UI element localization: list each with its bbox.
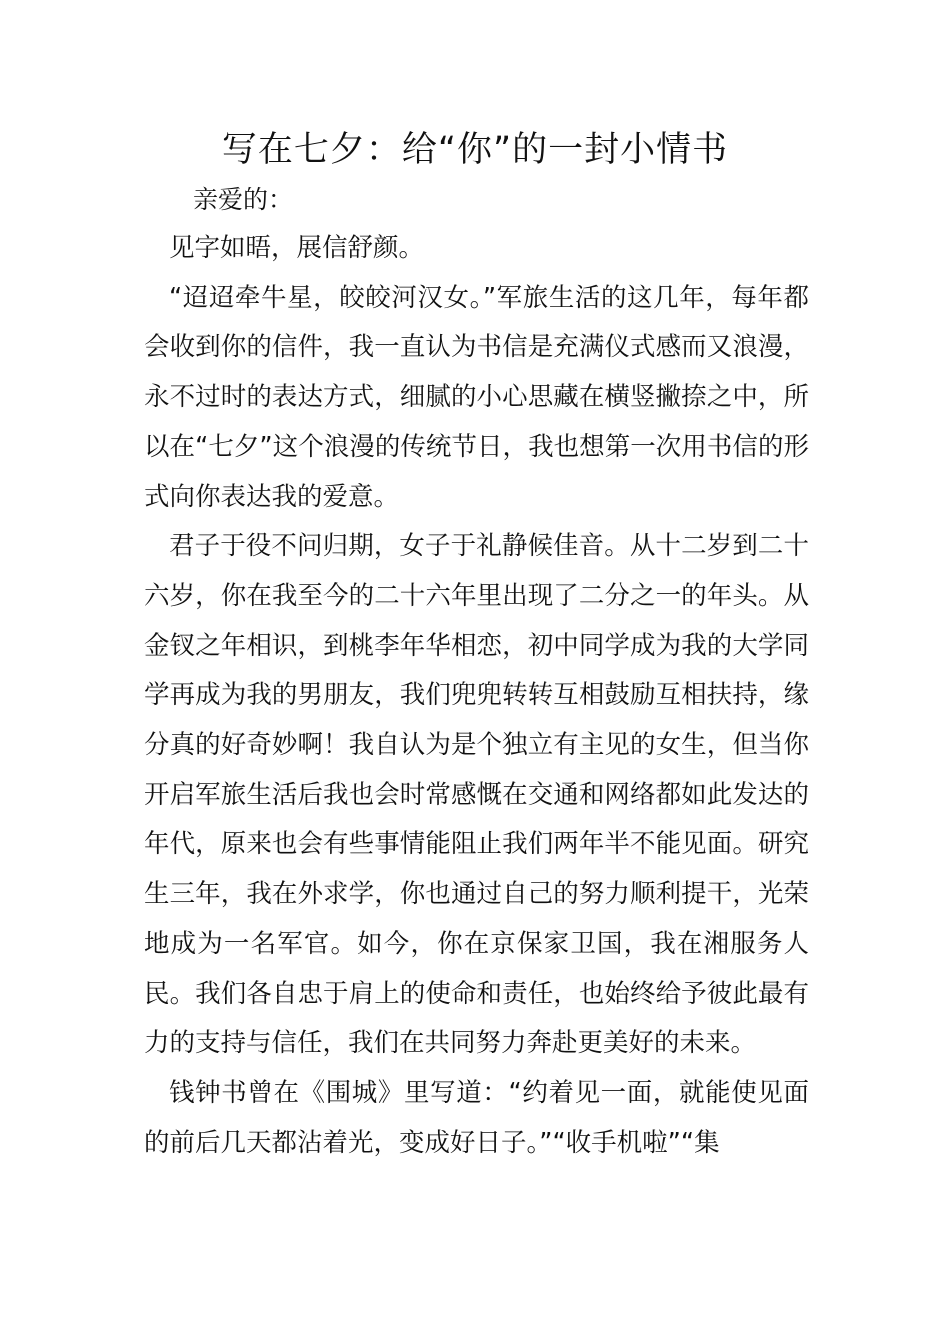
paragraph-4: 钱钟书曾在《围城》里写道：“约着见一面，就能使见面的前后几天都沾着光，变成好日子。”“收手机啦”“集 (144, 1077, 809, 1158)
document-title: 写在七夕：给“你”的一封小情书 (221, 130, 729, 170)
salutation: 亲爱的： (193, 185, 294, 214)
paragraph-1: 见字如晤，展信舒颜。 (169, 233, 425, 263)
paragraph-3: 君子于役不问归期，女子于礼静候佳音。从十二岁到二十六岁，你在我至今的二十六年里出现了二分之一的年头。从金钗之年相识，到桃李年华相恋，初中同学成为我的大学同学再成为我的男朋友，我们兜兜转转互相鼓励互相扶持，缘分真的好奇妙啊！我自认为是个独立有主见的女生，但当你开启军旅生活后我也会时常感慨在交通和网络都如此发达的年代，原来也会有些事情能阻止我们两年半不能见面。研究生三年，我在外求学，你也通过自己的努力顺利提干，光荣地成为一名军官。如今，你在京保家卫国，我在湘服务人民。我们各自忠于肩上的使命和责任，也始终给予彼此最有力的支持与信任，我们在共同努力奔赴更美好的未来。 (144, 531, 809, 1059)
letter-body (144, 224, 809, 1168)
paragraph-2: “迢迢牵牛星，皎皎河汉女。”军旅生活的这几年，每年都会收到你的信件，我一直认为书信是充满仪式感而又浪漫，永不过时的表达方式，细腻的小心思藏在横竖撇捺之中，所以在“七夕”这个浪漫的传统节日，我也想第一次用书信的形式向你表达我的爱意。 (144, 282, 809, 512)
